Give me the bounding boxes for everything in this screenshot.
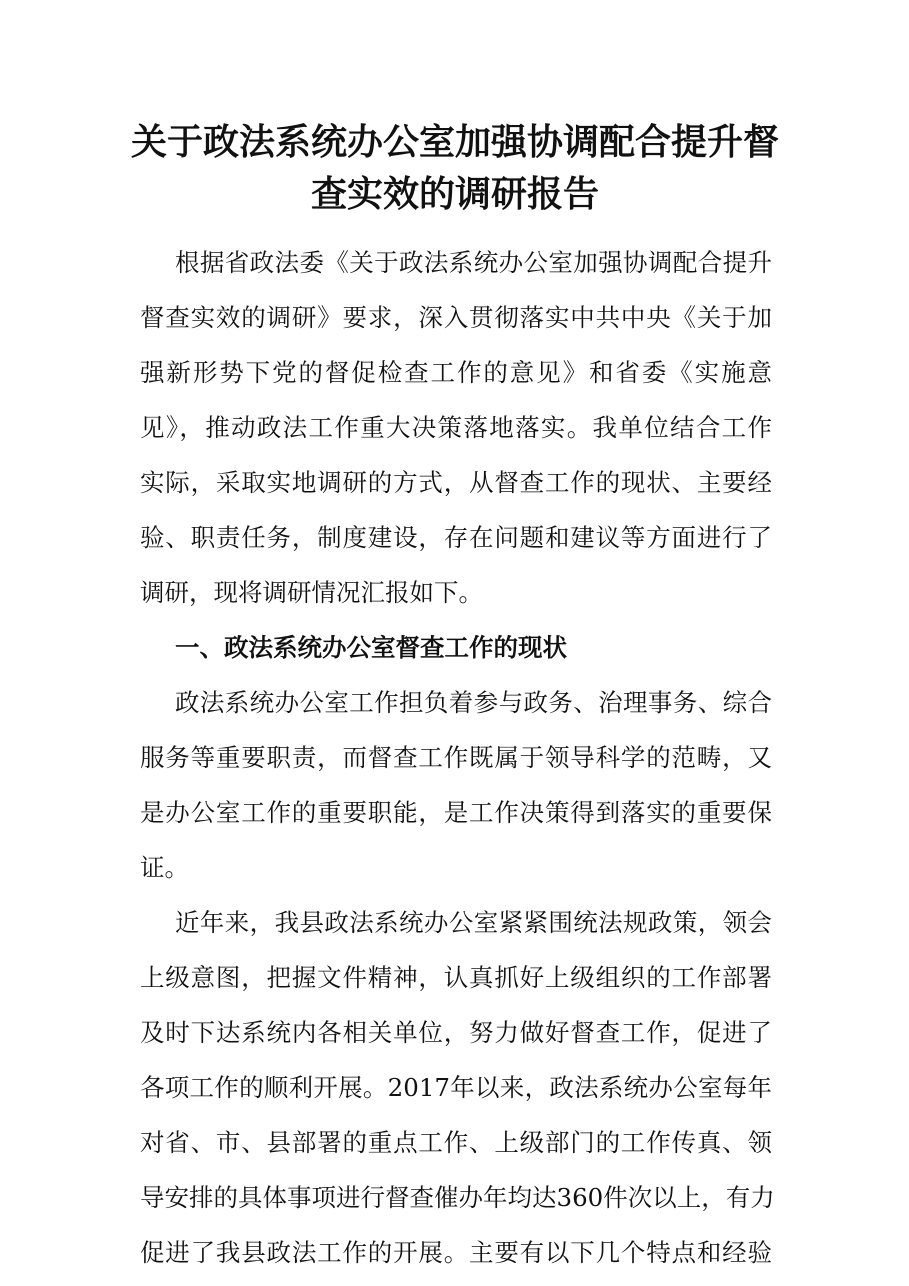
body-line: 促进了我县政法工作的开展。主要有以下几个特点和经验 — [140, 1238, 772, 1267]
body-line: 上级意图，把握文件精神，认真抓好上级组织的工作部署 — [140, 963, 772, 992]
title-line-2: 查实效的调研报告 — [310, 173, 599, 215]
document-body — [140, 235, 775, 1280]
body-line: 督查实效的调研》要求，深入贯彻落实中共中央《关于加 — [140, 303, 772, 332]
body-line: 导安排的具体事项进行督查催办年均达360件次以上，有力 — [140, 1183, 775, 1212]
body-line: 调研，现将调研情况汇报如下。 — [140, 578, 483, 607]
body-line: 各项工作的顺利开展。2017年以来，政法系统办公室每年 — [140, 1073, 772, 1102]
title-line-1: 关于政法系统办公室加强协调配合提升督 — [130, 121, 779, 163]
body-line: 强新形势下党的督促检查工作的意见》和省委《实施意 — [140, 358, 772, 387]
body-line: 服务等重要职责，而督查工作既属于领导科学的范畴，又 — [140, 743, 772, 772]
document-title — [130, 116, 780, 220]
body-line: 见》，推动政法工作重大决策落地落实。我单位结合工作 — [140, 413, 772, 442]
body-line: 及时下达系统内各相关单位，努力做好督查工作，促进了 — [140, 1018, 772, 1047]
body-line: 实际，采取实地调研的方式，从督查工作的现状、主要经 — [140, 468, 772, 497]
body-line: 是办公室工作的重要职能，是工作决策得到落实的重要保 — [140, 798, 772, 827]
body-line: 根据省政法委《关于政法系统办公室加强协调配合提升 — [175, 248, 772, 277]
body-line: 近年来，我县政法系统办公室紧紧围统法规政策，领会 — [175, 908, 772, 937]
body-line: 政法系统办公室工作担负着参与政务、治理事务、综合 — [175, 688, 772, 717]
body-line: 验、职责任务，制度建设，存在问题和建议等方面进行了 — [140, 523, 772, 552]
body-line: 对省、市、县部署的重点工作、上级部门的工作传真、领 — [140, 1128, 772, 1157]
body-line: 证。 — [140, 853, 189, 882]
section-heading: 一、政法系统办公室督查工作的现状 — [175, 633, 567, 662]
